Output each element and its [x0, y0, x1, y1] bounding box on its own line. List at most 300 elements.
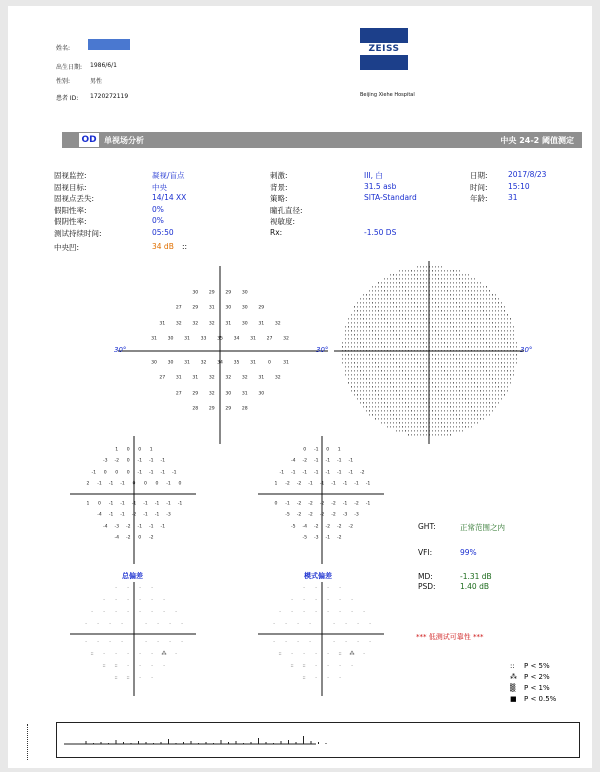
grayscale-dot	[432, 378, 433, 380]
grayscale-dot	[399, 366, 400, 368]
total-deviation-value: -1	[120, 512, 125, 518]
probability-symbol: ·	[339, 609, 341, 615]
grayscale-dot	[414, 346, 415, 348]
grayscale-dot	[516, 342, 517, 344]
pattern-deviation-value: -1	[313, 447, 319, 453]
grayscale-dot	[495, 398, 496, 400]
grayscale-dot	[459, 290, 460, 292]
grayscale-dot	[357, 346, 358, 348]
grayscale-dot	[423, 378, 424, 380]
probability-symbol: ::	[90, 651, 94, 657]
grayscale-dot	[375, 418, 376, 420]
grayscale-dot	[495, 394, 496, 396]
grayscale-dot	[423, 406, 424, 408]
grayscale-dot	[489, 402, 490, 404]
grayscale-dot	[441, 422, 442, 424]
grayscale-dot	[471, 290, 472, 292]
param-value: 凝视/盲点	[152, 171, 185, 180]
grayscale-dot	[459, 302, 460, 304]
grayscale-dot	[441, 334, 442, 336]
grayscale-dot	[399, 378, 400, 380]
grayscale-dot	[420, 318, 421, 320]
grayscale-dot	[405, 310, 406, 312]
grayscale-dot	[480, 406, 481, 408]
grayscale-dot	[477, 298, 478, 300]
grayscale-dot	[399, 334, 400, 336]
grayscale-dot	[462, 358, 463, 360]
grayscale-dot	[480, 314, 481, 316]
grayscale-dot	[459, 422, 460, 424]
grayscale-dot	[393, 366, 394, 368]
grayscale-dot	[411, 414, 412, 416]
grayscale-dot	[420, 430, 421, 432]
grayscale-dot	[453, 338, 454, 340]
probability-symbol: ·	[115, 651, 117, 657]
grayscale-dot	[468, 278, 469, 280]
legend-label: P < 5%	[524, 662, 550, 670]
grayscale-dot	[426, 282, 427, 284]
grayscale-dot	[438, 354, 439, 356]
grayscale-dot	[501, 342, 502, 344]
grayscale-dot	[486, 330, 487, 332]
threshold-value: 32	[274, 375, 281, 381]
grayscale-dot	[504, 306, 505, 308]
grayscale-dot	[432, 398, 433, 400]
grayscale-dot	[420, 402, 421, 404]
grayscale-dot	[438, 306, 439, 308]
grayscale-dot	[480, 302, 481, 304]
grayscale-dot	[438, 386, 439, 388]
grayscale-dot	[492, 362, 493, 364]
grayscale-dot	[417, 298, 418, 300]
grayscale-dot	[480, 318, 481, 320]
grayscale-dot	[501, 358, 502, 360]
grayscale-dot	[432, 290, 433, 292]
grayscale-dot	[366, 326, 367, 328]
grayscale-dot	[390, 414, 391, 416]
grayscale-dot	[489, 334, 490, 336]
probability-symbol: ·	[121, 621, 123, 627]
grayscale-dot	[426, 362, 427, 364]
grayscale-dot	[438, 414, 439, 416]
param-value: III, 白	[364, 171, 383, 180]
grayscale-dot	[348, 354, 349, 356]
grayscale-dot	[408, 286, 409, 288]
total-deviation-plot	[68, 434, 198, 566]
grayscale-dot	[456, 426, 457, 428]
side-marker	[27, 724, 31, 760]
grayscale-dot	[483, 302, 484, 304]
grayscale-dot	[447, 342, 448, 344]
grayscale-dot	[423, 414, 424, 416]
grayscale-dot	[381, 406, 382, 408]
total-deviation-value: -1	[154, 512, 160, 518]
grayscale-dot	[375, 338, 376, 340]
threshold-value: 31	[258, 321, 265, 327]
grayscale-dot	[492, 390, 493, 392]
grayscale-dot	[513, 354, 514, 356]
grayscale-dot	[426, 390, 427, 392]
grayscale-dot	[453, 302, 454, 304]
grayscale-dot	[507, 354, 508, 356]
grayscale-dot	[501, 306, 502, 308]
grayscale-dot	[456, 274, 457, 276]
pattern-deviation-value: -1	[354, 481, 359, 487]
grayscale-dot	[372, 398, 373, 400]
grayscale-dot	[468, 426, 469, 428]
grayscale-dot	[444, 370, 445, 372]
grayscale-dot	[381, 366, 382, 368]
grayscale-dot	[465, 390, 466, 392]
grayscale-dot	[453, 282, 454, 284]
grayscale-dot	[417, 338, 418, 340]
grayscale-dot	[393, 422, 394, 424]
grayscale-dot	[516, 362, 517, 364]
grayscale-dot	[399, 426, 400, 428]
probability-symbol: ·	[303, 585, 305, 591]
grayscale-dot	[393, 330, 394, 332]
grayscale-dot	[468, 366, 469, 368]
grayscale-dot	[489, 398, 490, 400]
grayscale-dot	[369, 394, 370, 396]
grayscale-dot	[444, 302, 445, 304]
total-deviation-value: 0	[126, 447, 130, 453]
grayscale-dot	[456, 422, 457, 424]
grayscale-dot	[447, 314, 448, 316]
grayscale-dot	[381, 394, 382, 396]
grayscale-dot	[465, 370, 466, 372]
grayscale-dot	[411, 406, 412, 408]
grayscale-dot	[360, 366, 361, 368]
probability-symbol: ·	[163, 597, 165, 603]
grayscale-dot	[417, 390, 418, 392]
grayscale-dot	[441, 366, 442, 368]
grayscale-dot	[462, 326, 463, 328]
grayscale-dot	[417, 346, 418, 348]
grayscale-dot	[414, 418, 415, 420]
grayscale-dot	[447, 362, 448, 364]
grayscale-dot	[447, 270, 448, 272]
param-label: 刺激:	[270, 171, 288, 180]
grayscale-dot	[432, 314, 433, 316]
vfi-label: VFI:	[418, 548, 433, 557]
grayscale-dot	[456, 342, 457, 344]
grayscale-dot	[486, 378, 487, 380]
grayscale-dot	[444, 414, 445, 416]
grayscale-dot	[378, 294, 379, 296]
grayscale-dot	[417, 302, 418, 304]
grayscale-dot	[381, 306, 382, 308]
grayscale-dot	[426, 302, 427, 304]
grayscale-dot	[405, 406, 406, 408]
grayscale-dot	[459, 314, 460, 316]
grayscale-dot	[450, 374, 451, 376]
grayscale-dot	[441, 306, 442, 308]
grayscale-dot	[432, 358, 433, 360]
grayscale-dot	[465, 418, 466, 420]
grayscale-dot	[453, 274, 454, 276]
grayscale-dot	[441, 278, 442, 280]
probability-symbol: ·	[91, 609, 93, 615]
grayscale-dot	[387, 334, 388, 336]
grayscale-dot	[420, 422, 421, 424]
axis-label-left: 30°	[114, 346, 127, 354]
grayscale-dot	[441, 430, 442, 432]
grayscale-dot	[432, 286, 433, 288]
grayscale-dot	[507, 382, 508, 384]
probability-symbol: ·	[115, 609, 117, 615]
pattern-deviation-plot	[256, 434, 386, 566]
grayscale-dot	[462, 286, 463, 288]
pattern-deviation-value: -1	[331, 481, 336, 487]
grayscale-dot	[420, 406, 421, 408]
grayscale-dot	[501, 314, 502, 316]
grayscale-dot	[366, 406, 367, 408]
grayscale-dot	[366, 302, 367, 304]
grayscale-dot	[504, 378, 505, 380]
grayscale-dot	[345, 346, 346, 348]
grayscale-dot	[387, 366, 388, 368]
grayscale-dot	[453, 346, 454, 348]
grayscale-dot	[393, 378, 394, 380]
grayscale-dot	[378, 310, 379, 312]
grayscale-dot	[423, 298, 424, 300]
grayscale-dot	[510, 342, 511, 344]
grayscale-dot	[402, 406, 403, 408]
grayscale-dot	[432, 370, 433, 372]
grayscale-dot	[354, 370, 355, 372]
grayscale-dot	[486, 310, 487, 312]
grayscale-dot	[441, 390, 442, 392]
grayscale-dot	[456, 430, 457, 432]
grayscale-dot	[357, 394, 358, 396]
grayscale-dot	[465, 306, 466, 308]
grayscale-dot	[444, 322, 445, 324]
grayscale-dot	[405, 302, 406, 304]
grayscale-dot	[408, 346, 409, 348]
grayscale-dot	[489, 342, 490, 344]
grayscale-dot	[480, 310, 481, 312]
grayscale-dot	[495, 338, 496, 340]
grayscale-dot	[444, 378, 445, 380]
grayscale-dot	[465, 402, 466, 404]
grayscale-dot	[417, 414, 418, 416]
grayscale-dot	[468, 422, 469, 424]
threshold-value: 29	[192, 305, 199, 311]
grayscale-dot	[420, 366, 421, 368]
grayscale-dot	[453, 386, 454, 388]
grayscale-dot	[375, 366, 376, 368]
grayscale-dot	[462, 314, 463, 316]
grayscale-dot	[405, 418, 406, 420]
grayscale-dot	[390, 330, 391, 332]
grayscale-dot	[402, 422, 403, 424]
grayscale-dot	[375, 386, 376, 388]
probability-symbol: ·	[151, 675, 153, 681]
grayscale-dot	[498, 390, 499, 392]
grayscale-dot	[360, 382, 361, 384]
grayscale-dot	[438, 338, 439, 340]
grayscale-dot	[384, 318, 385, 320]
grayscale-dot	[435, 302, 436, 304]
grayscale-dot	[444, 342, 445, 344]
grayscale-dot	[363, 366, 364, 368]
grayscale-dot	[438, 370, 439, 372]
grayscale-dot	[465, 342, 466, 344]
grayscale-dot	[399, 418, 400, 420]
grayscale-dot	[399, 370, 400, 372]
grayscale-dot	[459, 354, 460, 356]
grayscale-dot	[504, 318, 505, 320]
grayscale-dot	[411, 282, 412, 284]
param-value: 2017/8/23	[508, 170, 547, 179]
grayscale-dot	[354, 326, 355, 328]
grayscale-dot	[447, 286, 448, 288]
grayscale-dot	[474, 286, 475, 288]
probability-symbol: ·	[339, 675, 341, 681]
probability-symbol: ·	[127, 597, 129, 603]
grayscale-dot	[357, 326, 358, 328]
total-deviation-value: -2	[131, 512, 137, 518]
total-deviation-value: 0	[126, 458, 130, 464]
grayscale-dot	[357, 322, 358, 324]
threshold-value: 32	[200, 360, 207, 366]
grayscale-dot	[441, 310, 442, 312]
grayscale-dot	[459, 398, 460, 400]
grayscale-dot	[420, 386, 421, 388]
grayscale-dot	[486, 294, 487, 296]
grayscale-dot	[420, 370, 421, 372]
grayscale-dot	[372, 394, 373, 396]
grayscale-dot	[468, 402, 469, 404]
grayscale-dot	[486, 298, 487, 300]
pattern-deviation-value: -2	[319, 512, 325, 518]
grayscale-dot	[489, 382, 490, 384]
grayscale-dot	[453, 410, 454, 412]
grayscale-dot	[378, 418, 379, 420]
grayscale-dot	[411, 302, 412, 304]
grayscale-dot	[465, 314, 466, 316]
grayscale-dot	[411, 270, 412, 272]
grayscale-dot	[474, 398, 475, 400]
grayscale-dot	[399, 286, 400, 288]
grayscale-dot	[453, 286, 454, 288]
grayscale-dot	[486, 286, 487, 288]
grayscale-dot	[396, 354, 397, 356]
grayscale-dot	[450, 346, 451, 348]
grayscale-dot	[474, 422, 475, 424]
grayscale-dot	[408, 386, 409, 388]
grayscale-dot	[381, 286, 382, 288]
grayscale-dot	[384, 302, 385, 304]
grayscale-dot	[402, 302, 403, 304]
grayscale-dot	[360, 402, 361, 404]
grayscale-dot	[459, 326, 460, 328]
grayscale-dot	[348, 362, 349, 364]
grayscale-dot	[357, 318, 358, 320]
grayscale-dot	[363, 306, 364, 308]
grayscale-dot	[477, 334, 478, 336]
grayscale-dot	[486, 386, 487, 388]
grayscale-dot	[372, 362, 373, 364]
grayscale-dot	[426, 346, 427, 348]
grayscale-dot	[405, 318, 406, 320]
grayscale-dot	[366, 334, 367, 336]
grayscale-dot	[369, 298, 370, 300]
pattern-deviation-value: -2	[296, 512, 302, 518]
grayscale-dot	[450, 434, 451, 436]
threshold-value: 30	[258, 391, 265, 397]
grayscale-dot	[474, 418, 475, 420]
grayscale-dot	[450, 306, 451, 308]
grayscale-dot	[420, 294, 421, 296]
grayscale-dot	[459, 406, 460, 408]
grayscale-dot	[504, 354, 505, 356]
grayscale-dot	[501, 398, 502, 400]
grayscale-dot	[435, 414, 436, 416]
probability-symbol: ·	[345, 621, 347, 627]
grayscale-dot	[480, 362, 481, 364]
grayscale-dot	[354, 394, 355, 396]
grayscale-dot	[378, 342, 379, 344]
grayscale-dot	[351, 362, 352, 364]
probability-symbol: ·	[157, 639, 159, 645]
param-value: 0%	[152, 216, 164, 225]
grayscale-dot	[348, 366, 349, 368]
grayscale-dot	[384, 414, 385, 416]
grayscale-dot	[441, 294, 442, 296]
grayscale-dot	[483, 374, 484, 376]
grayscale-dot	[396, 386, 397, 388]
grayscale-dot	[348, 378, 349, 380]
grayscale-dot	[480, 298, 481, 300]
grayscale-dot	[411, 354, 412, 356]
grayscale-dot	[399, 282, 400, 284]
grayscale-dot	[402, 310, 403, 312]
grayscale-dot	[420, 342, 421, 344]
grayscale-dot	[408, 358, 409, 360]
grayscale-dot	[387, 398, 388, 400]
grayscale-dot	[435, 326, 436, 328]
grayscale-dot	[426, 430, 427, 432]
grayscale-dot	[390, 402, 391, 404]
grayscale-dot	[438, 274, 439, 276]
grayscale-dot	[396, 366, 397, 368]
grayscale-dot	[393, 302, 394, 304]
grayscale-dot	[411, 418, 412, 420]
grayscale-dot	[489, 374, 490, 376]
grayscale-dot	[447, 406, 448, 408]
total-deviation-value: -1	[108, 481, 114, 487]
grayscale-dot	[483, 418, 484, 420]
grayscale-dot	[435, 434, 436, 436]
grayscale-dot	[387, 358, 388, 360]
grayscale-dot	[450, 386, 451, 388]
grayscale-dot	[492, 378, 493, 380]
pattern-deviation-value: -1	[290, 470, 296, 476]
grayscale-dot	[444, 286, 445, 288]
grayscale-dot	[351, 386, 352, 388]
grayscale-dot	[393, 290, 394, 292]
grayscale-dot	[474, 326, 475, 328]
grayscale-dot	[384, 354, 385, 356]
grayscale-dot	[414, 386, 415, 388]
grayscale-dot	[405, 398, 406, 400]
grayscale-dot	[417, 326, 418, 328]
grayscale-dot	[435, 418, 436, 420]
grayscale-dot	[441, 386, 442, 388]
grayscale-dot	[471, 422, 472, 424]
